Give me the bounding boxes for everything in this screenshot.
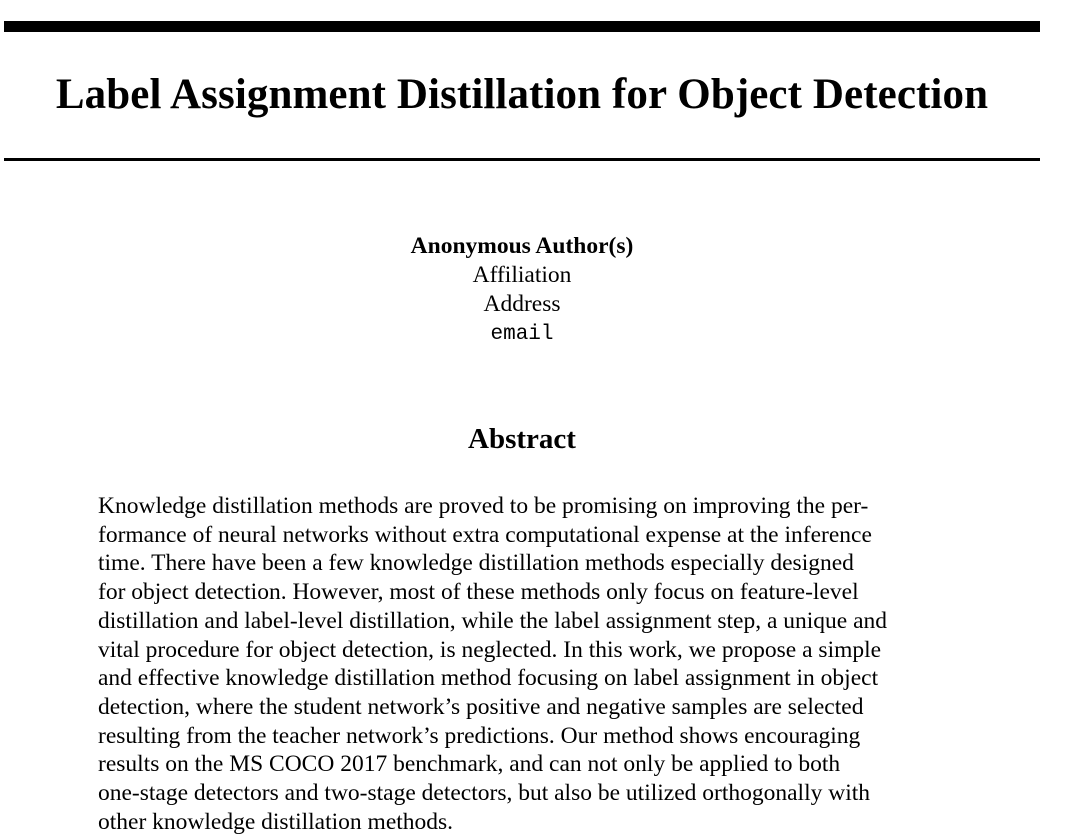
abstract-line: distillation and label-level distillation, while the label assignment step, a unique and [98,607,888,634]
title-rule [4,158,1040,161]
abstract-heading: Abstract [468,423,576,455]
top-rule [4,21,1040,32]
abstract-body [98,492,958,836]
abstract-line: time. There have been a few knowledge distillation methods especially designed [98,550,854,577]
abstract-line: one-stage detectors and two-stage detectors, but also be utilized orthogonally with [98,780,871,807]
author-email: email [490,323,554,346]
abstract-line: for object detection. However, most of these methods only focus on feature-level [98,579,859,606]
abstract-line: resulting from the teacher network’s predictions. Our method shows encouraging [98,722,861,749]
paper-title: Label Assignment Distillation for Object Detection [55,71,989,118]
abstract-line: other knowledge distillation methods. [98,808,454,835]
author-block [0,232,1044,349]
author-affiliation: Affiliation [472,262,572,288]
author-name: Anonymous Author(s) [410,233,634,259]
abstract-line: vital procedure for object detection, is neglected. In this work, we propose a simple [98,636,882,663]
abstract-line: results on the MS COCO 2017 benchmark, and can not only be applied to both [98,751,841,778]
author-address: Address [483,291,561,317]
abstract-line: formance of neural networks without extra computational expense at the inference [98,521,872,548]
abstract-line: Knowledge distillation methods are proved to be promising on improving the per- [98,493,869,519]
abstract-line: detection, where the student network’s positive and negative samples are selected [98,693,864,720]
abstract-line: and effective knowledge distillation method focusing on label assignment in object [98,665,879,692]
